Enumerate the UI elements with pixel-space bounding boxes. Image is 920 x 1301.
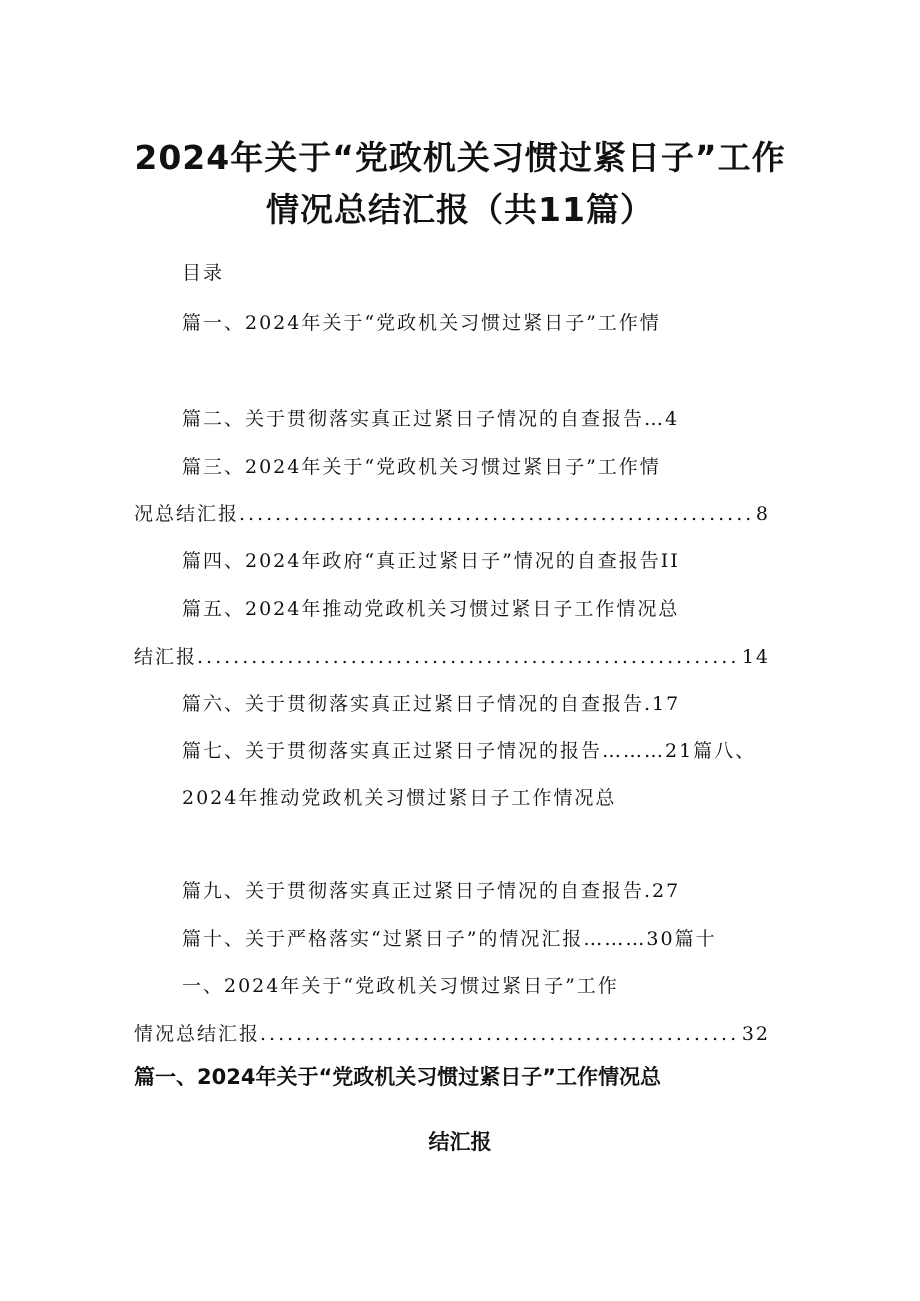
toc-entry-4[interactable]: 篇四、2024年政府“真正过紧日子”情况的自查报告II bbox=[182, 550, 680, 572]
toc-entry-text: 况总结汇报 bbox=[134, 503, 240, 525]
toc-leader-dots bbox=[197, 644, 738, 670]
toc-leader-dots bbox=[260, 1021, 738, 1047]
toc-page-number: 32 bbox=[741, 1023, 770, 1045]
toc-entry-text: 结汇报 bbox=[134, 646, 198, 668]
toc-leader-dots bbox=[239, 501, 752, 527]
toc-entry-5-continuation[interactable] bbox=[134, 644, 770, 670]
toc-entry-11[interactable]: 一、2024年关于“党政机关习惯过紧日子”工作 bbox=[182, 975, 619, 997]
toc-page-number: 14 bbox=[741, 646, 770, 668]
toc-entry-3[interactable]: 篇三、2024年关于“党政机关习惯过紧日子”工作情 bbox=[182, 456, 661, 478]
toc-entry-1[interactable]: 篇一、2024年关于“党政机关习惯过紧日子”工作情 bbox=[182, 312, 661, 334]
section-heading-line-1: 篇一、2024年关于“党政机关习惯过紧日子”工作情况总 bbox=[134, 1065, 662, 1089]
toc-label: 目录 bbox=[182, 262, 225, 284]
toc-entry-3-continuation[interactable] bbox=[134, 501, 770, 527]
toc-entry-8[interactable]: 2024年推动党政机关习惯过紧日子工作情况总 bbox=[182, 787, 617, 809]
toc-entry-9[interactable]: 篇九、关于贯彻落实真正过紧日子情况的自查报告.27 bbox=[182, 880, 681, 902]
toc-entry-6[interactable]: 篇六、关于贯彻落实真正过紧日子情况的自查报告.17 bbox=[182, 693, 681, 715]
document-title-line-2: 情况总结汇报（共11篇） bbox=[266, 190, 654, 229]
toc-entry-10[interactable]: 篇十、关于严格落实“过紧日子”的情况汇报………30篇十 bbox=[182, 928, 717, 950]
toc-page-number: 8 bbox=[755, 503, 770, 525]
document-title-line-1: 2024年关于“党政机关习惯过紧日子”工作 bbox=[134, 138, 786, 177]
toc-entry-5[interactable]: 篇五、2024年推动党政机关习惯过紧日子工作情况总 bbox=[182, 598, 680, 620]
toc-entry-text: 情况总结汇报 bbox=[134, 1023, 261, 1045]
toc-entry-11-continuation[interactable] bbox=[134, 1021, 770, 1047]
section-heading-line-2: 结汇报 bbox=[428, 1130, 492, 1154]
toc-entry-7[interactable]: 篇七、关于贯彻落实真正过紧日子情况的报告………21篇八、 bbox=[182, 740, 757, 762]
toc-entry-2[interactable]: 篇二、关于贯彻落实真正过紧日子情况的自查报告…4 bbox=[182, 408, 680, 430]
